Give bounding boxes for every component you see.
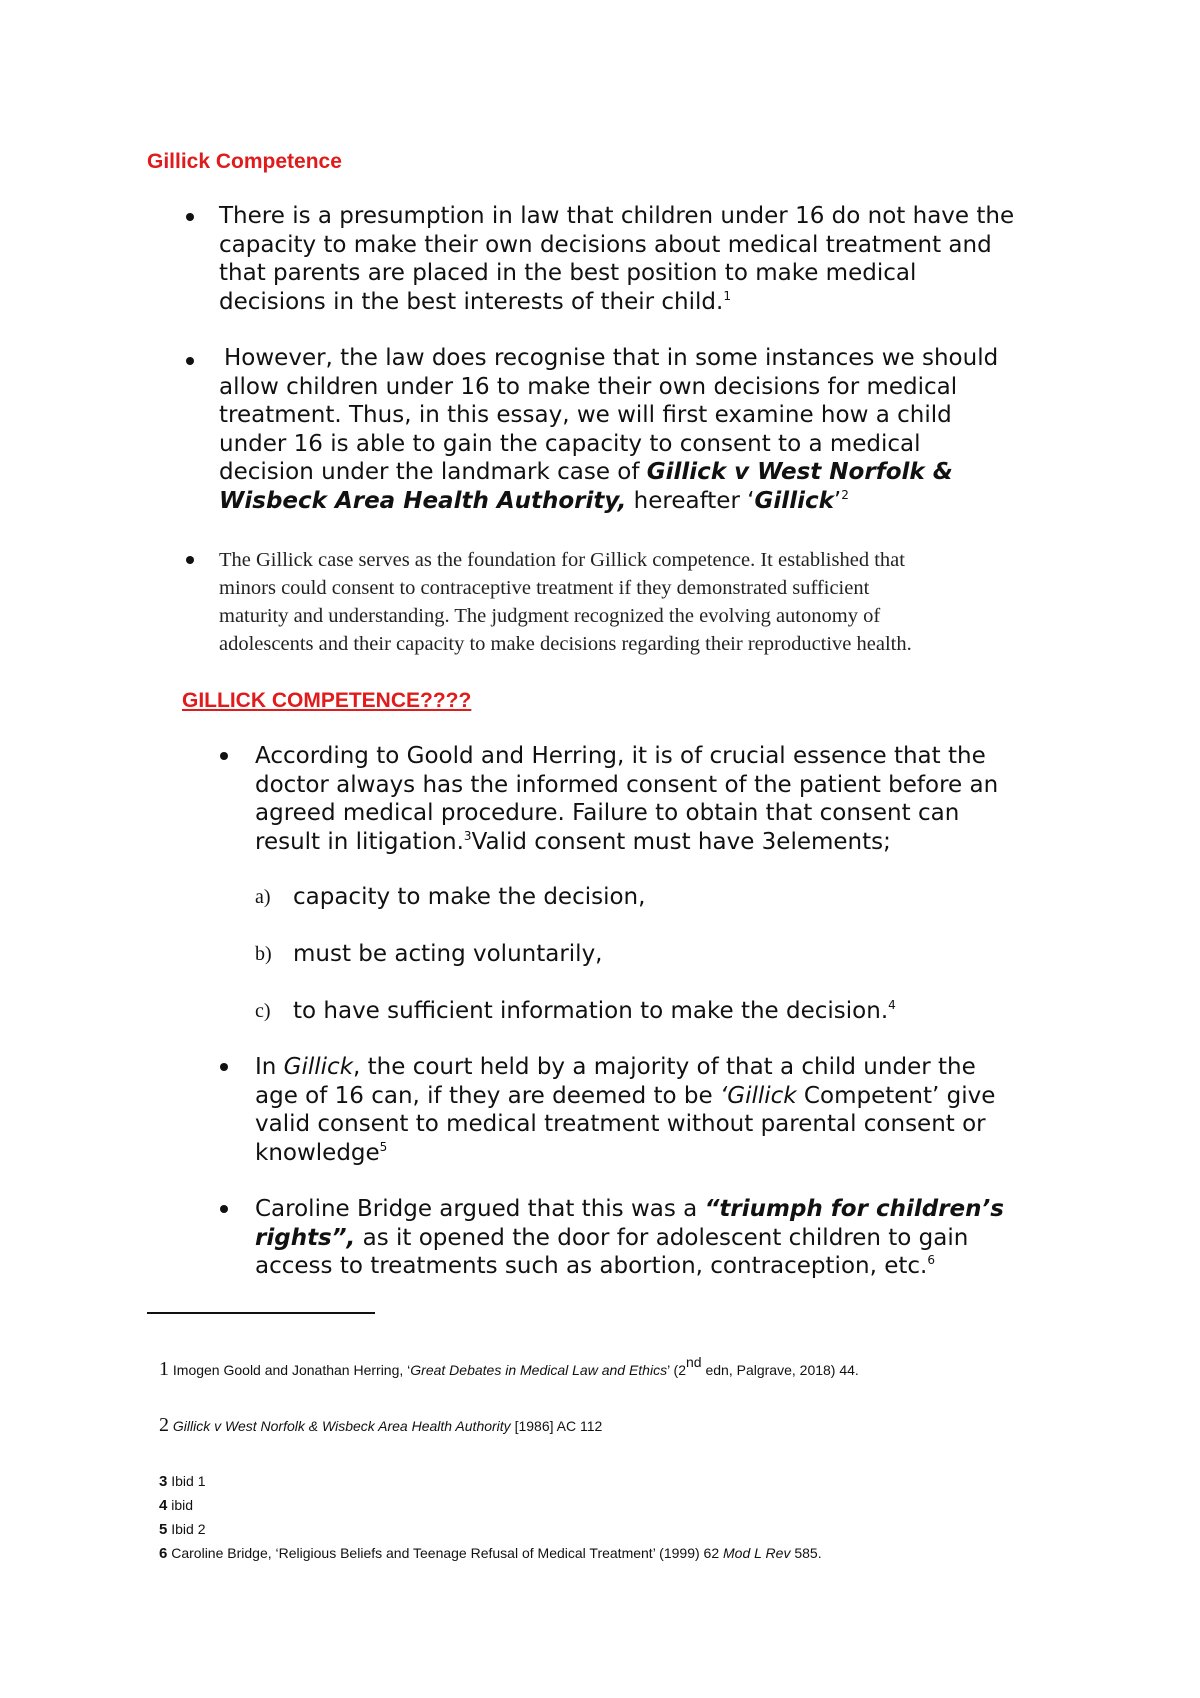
footnote-ref[interactable]: 2 — [841, 487, 849, 502]
bullet-paragraph-1: There is a presumption in law that children under 16 do not have the capacity to make their own decisions about medical treatment and that parents are placed in the best position to make medical decisions in the best interests of their child.$^1$ — [219, 203, 1015, 315]
footnote-separator — [147, 1312, 375, 1314]
list-marker-b: b) — [255, 943, 272, 965]
footnote-ref[interactable]: 1 — [723, 288, 731, 303]
footnote-5: 5 Ibid 2 — [159, 1521, 206, 1538]
case-citation: Gillick v West Norfolk & — [646, 459, 953, 485]
bullet-icon — [186, 357, 194, 365]
bullet-paragraph-6: Caroline Bridge argued that this was a “triumph for children’s rights”, as it opened the door for adolescent children to gain access to treatments such as abortion, contraception, etc.$^6$ — [255, 1196, 1004, 1279]
footnote-3: 3 Ibid 1 — [159, 1473, 206, 1490]
list-item-a: capacity to make the decision, — [293, 884, 646, 910]
bullet-icon — [220, 1063, 228, 1071]
list-item-c: to have sufficient information to make the decision.$^4$ — [293, 998, 896, 1024]
case-citation: Wisbeck Area Health Authority, — [219, 487, 627, 514]
footnote-ref[interactable]: 6 — [927, 1253, 935, 1267]
footnote-4: 4 ibid — [159, 1497, 194, 1514]
bullet-icon — [220, 1205, 228, 1213]
list-item-b: must be acting voluntarily, — [293, 941, 603, 967]
footnote-2: 2 Gillick v West Norfolk & Wisbeck Area Health Authority [1986] AC 112 — [159, 1414, 603, 1436]
bullet-icon — [186, 213, 194, 221]
bullet-paragraph-3: The Gillick case serves as the foundation for Gillick competence. It established that minors could consent to contraceptive treatment if they demonstrated sufficient maturity and understanding. The judgment recognized the evolving autonomy of adolescents and their capacity to make decisions regarding their reproductive health. — [219, 549, 912, 655]
footnote-ref[interactable]: 5 — [379, 1139, 388, 1154]
bullet-paragraph-4: According to Goold and Herring, it is of crucial essence that the doctor always has the informed consent of the patient before an agreed medical procedure. Failure to obtain that consent can result in litigation.$^3$Valid consent must have 3elements; — [255, 743, 999, 855]
bullet-icon — [186, 556, 194, 564]
list-marker-a: a) — [255, 886, 271, 908]
footnote-1: 1 Imogen Goold and Jonathan Herring, ‘Great Debates in Medical Law and Ethics’ (2nd edn, Palgrave, 2018) 44. — [159, 1354, 859, 1380]
case-citation: Gillick — [283, 1054, 354, 1080]
footnote-ref[interactable]: 3 — [463, 828, 472, 843]
footnote-ref[interactable]: 4 — [888, 998, 896, 1012]
quote: “triumph for children’s — [704, 1196, 1004, 1222]
heading-gillick-competence: Gillick Competence — [147, 150, 342, 173]
heading-gillick-competence-question: GILLICK COMPETENCE???? — [182, 689, 472, 712]
bullet-icon — [220, 752, 228, 760]
footnote-6: 6 Caroline Bridge, ‘Religious Beliefs and Teenage Refusal of Medical Treatment’ (1999) 62 Mod L Rev 585. — [159, 1545, 822, 1562]
bullet-paragraph-2: However, the law does recognise that in some instances we should allow children under 16 to make their own decisions for medical treatment. Thus, in this essay, we will first examine how a child under 16 is able to gain the capacity to consent to a medical decision under the landmark case of Gillick v West Norfolk & Wisbeck Area Health Authority, hereafter ‘Gillick’$^2$ — [219, 345, 999, 514]
bullet-paragraph-5: In Gillick, the court held by a majority of that a child under the age of 16 can, if they are deemed to be ‘Gillick Competent’ give valid consent to medical treatment without parental consent or knowledge$^5$ — [255, 1054, 996, 1166]
list-marker-c: c) — [255, 1000, 271, 1022]
